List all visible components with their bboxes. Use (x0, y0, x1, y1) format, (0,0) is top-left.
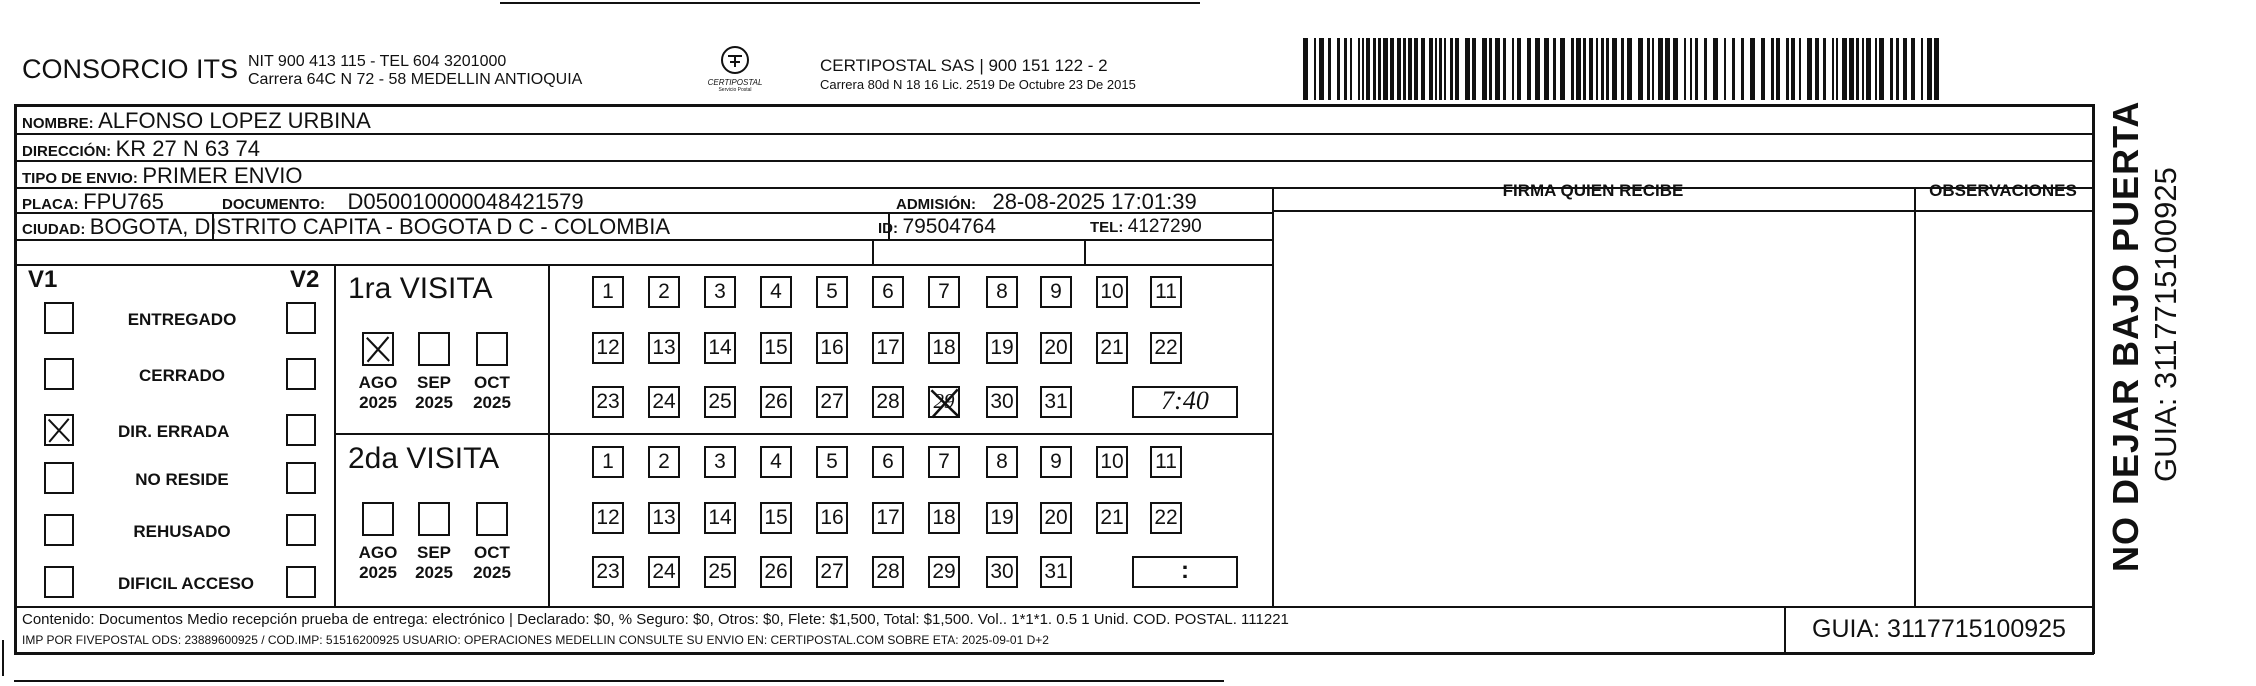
tipo-envio-label: TIPO DE ENVIO: (22, 170, 138, 187)
month-checkbox[interactable] (476, 332, 508, 366)
logo-label: CERTIPOSTAL (707, 78, 763, 87)
day-box[interactable]: 26 (760, 556, 792, 588)
observaciones-header: OBSERVACIONES (1929, 181, 2077, 200)
visit-title: 1ra VISITA (348, 272, 493, 305)
admision-label: ADMISIÓN: (896, 196, 976, 213)
day-box[interactable]: 18 (928, 502, 960, 534)
id-field (878, 216, 996, 238)
bottom-page-line (14, 680, 1224, 682)
day-box[interactable]: 2 (648, 446, 680, 478)
v1-checkbox[interactable] (44, 566, 74, 598)
day-box[interactable]: 1 (592, 276, 624, 308)
day-box[interactable]: 23 (592, 386, 624, 418)
day-box[interactable]: 6 (872, 446, 904, 478)
day-box[interactable]: 31 (1040, 556, 1072, 588)
day-box[interactable]: 12 (592, 332, 624, 364)
day-box[interactable]: 18 (928, 332, 960, 364)
v1-checkbox[interactable] (44, 302, 74, 334)
company-address: Carrera 64C N 72 - 58 MEDELLIN ANTIOQUIA (248, 71, 583, 88)
v1-label: V1 (28, 266, 58, 293)
month-label: SEP (416, 543, 452, 562)
day-box[interactable]: 5 (816, 276, 848, 308)
time-box[interactable]: : (1132, 556, 1238, 588)
imp-text: IMP POR FIVEPOSTAL ODS: 23889600925 / COD.IMP: 51516200925 USUARIO: OPERACIONES MEDELLIN CONSULTE SU ENVIO EN: CERTIPOSTAL.COM SOBRE ETA: 2025-09-01 D+2 (22, 633, 1049, 647)
v2-checkbox[interactable] (286, 514, 316, 546)
status-label: NO RESIDE (135, 470, 229, 489)
day-box[interactable]: 19 (986, 502, 1018, 534)
direccion-label: DIRECCIÓN: (22, 143, 112, 160)
day-box[interactable]: 17 (872, 332, 904, 364)
day-box[interactable]: 20 (1040, 332, 1072, 364)
top-page-line (500, 2, 1200, 4)
day-box[interactable]: 2 (648, 276, 680, 308)
day-box[interactable]: 15 (760, 332, 792, 364)
day-box[interactable]: 28 (872, 556, 904, 588)
day-box[interactable]: 9 (1040, 276, 1072, 308)
v1-checkbox[interactable] (44, 514, 74, 546)
id-value: 79504764 (902, 215, 996, 238)
day-box[interactable]: 22 (1150, 502, 1182, 534)
day-box[interactable]: 7 (928, 276, 960, 308)
day-box[interactable]: 14 (704, 502, 736, 534)
day-box[interactable]: 6 (872, 276, 904, 308)
guia-box: GUIA: 3117715100925 (1812, 615, 2066, 643)
day-box[interactable]: 27 (816, 556, 848, 588)
month-year: 2025 (359, 563, 397, 582)
day-box[interactable]: 27 (816, 386, 848, 418)
day-box[interactable]: 10 (1096, 446, 1128, 478)
tipo-envio-value: PRIMER ENVIO (142, 163, 303, 188)
day-box[interactable]: 22 (1150, 332, 1182, 364)
placa-field (22, 191, 164, 214)
visit-title: 2da VISITA (348, 442, 500, 475)
nombre-field (22, 110, 371, 133)
month-year: 2025 (473, 393, 511, 412)
day-box[interactable]: 1 (592, 446, 624, 478)
day-box[interactable]: 29 (928, 386, 960, 418)
day-box[interactable]: 13 (648, 332, 680, 364)
day-box[interactable]: 23 (592, 556, 624, 588)
v2-checkbox[interactable] (286, 302, 316, 334)
day-box[interactable]: 4 (760, 446, 792, 478)
day-box[interactable]: 31 (1040, 386, 1072, 418)
company-nit: NIT 900 413 115 - TEL 604 3201000 (248, 53, 507, 70)
time-box[interactable]: 7:40 (1132, 386, 1238, 418)
day-box[interactable]: 13 (648, 502, 680, 534)
id-label: ID: (878, 220, 898, 237)
day-box[interactable]: 14 (704, 332, 736, 364)
certipostal-logo (704, 40, 766, 96)
month-checkbox[interactable] (362, 502, 394, 536)
month-checkbox[interactable] (418, 332, 450, 366)
nombre-value: ALFONSO LOPEZ URBINA (98, 108, 371, 133)
x-check-icon (364, 334, 392, 364)
day-box[interactable]: 24 (648, 386, 680, 418)
v1-checkbox[interactable] (44, 358, 74, 390)
status-label: DIR. ERRADA (118, 422, 230, 441)
company-name: CONSORCIO ITS (22, 54, 239, 84)
month-label: SEP (416, 373, 452, 392)
day-box[interactable]: 4 (760, 276, 792, 308)
documento-field (222, 191, 584, 214)
ciudad-label: CIUDAD: (22, 221, 86, 238)
month-checkbox[interactable] (362, 332, 394, 366)
day-box[interactable]: 20 (1040, 502, 1072, 534)
day-box[interactable]: 11 (1150, 276, 1182, 308)
day-box[interactable]: 25 (704, 386, 736, 418)
tipo-envio-field (22, 165, 302, 188)
status-label: DIFICIL ACCESO (118, 574, 255, 593)
v2-checkbox[interactable] (286, 462, 316, 494)
day-box[interactable]: 21 (1096, 332, 1128, 364)
day-box[interactable]: 28 (872, 386, 904, 418)
admision-value: 28-08-2025 17:01:39 (992, 189, 1197, 214)
certipostal-address: Carrera 80d N 18 16 Lic. 2519 De Octubre 23 De 2015 (820, 77, 1136, 92)
ciudad-field (22, 216, 670, 239)
month-label: OCT (474, 373, 510, 392)
month-year: 2025 (359, 393, 397, 412)
month-checkbox[interactable] (476, 502, 508, 536)
day-box[interactable]: 26 (760, 386, 792, 418)
day-box[interactable]: 5 (816, 446, 848, 478)
month-year: 2025 (415, 563, 453, 582)
certipostal-name: CERTIPOSTAL SAS | 900 151 122 - 2 (820, 56, 1108, 75)
month-year: 2025 (415, 393, 453, 412)
status-label: REHUSADO (133, 522, 231, 541)
left-page-line (2, 640, 4, 676)
ciudad-value: BOGOTA, DISTRITO CAPITA - BOGOTA D C - COLOMBIA (89, 214, 670, 239)
day-box[interactable]: 12 (592, 502, 624, 534)
month-year: 2025 (473, 563, 511, 582)
documento-label: DOCUMENTO: (222, 196, 326, 213)
contenido-text: Contenido: Documentos Medio recepción prueba de entrega: electrónico | Declarado: $0, % Seguro: $0, Otros: $0, Flete: $1,500, Total: $1,500. Vol.. 1*1*1. 0.5 1 Unid. COD. POSTAL. 111221 (22, 611, 1289, 628)
v1-checkbox[interactable] (44, 462, 74, 494)
day-box[interactable]: 7 (928, 446, 960, 478)
documento-value: D050010000048421579 (347, 189, 584, 214)
day-box[interactable]: 24 (648, 556, 680, 588)
tel-value: 4127290 (1127, 216, 1202, 237)
direccion-field (22, 138, 260, 161)
placa-label: PLACA: (22, 196, 79, 213)
day-box[interactable]: 10 (1096, 276, 1128, 308)
day-box[interactable]: 3 (704, 276, 736, 308)
day-box[interactable]: 21 (1096, 502, 1128, 534)
day-box[interactable]: 8 (986, 276, 1018, 308)
day-box[interactable]: 30 (986, 386, 1018, 418)
side-guia: GUIA: 3117715100925 (2148, 167, 2183, 482)
day-box[interactable]: 29 (928, 556, 960, 588)
month-label: AGO (358, 373, 398, 392)
barcode-icon (1303, 38, 1943, 100)
nombre-label: NOMBRE: (22, 115, 94, 132)
day-box[interactable]: 8 (986, 446, 1018, 478)
side-warning: NO DEJAR BAJO PUERTA (2105, 100, 2146, 572)
day-box[interactable]: 17 (872, 502, 904, 534)
day-box[interactable]: 16 (816, 332, 848, 364)
month-label: OCT (474, 543, 510, 562)
month-label: AGO (358, 543, 398, 562)
day-box[interactable]: 11 (1150, 446, 1182, 478)
day-box[interactable]: 15 (760, 502, 792, 534)
day-box[interactable]: 9 (1040, 446, 1072, 478)
admision-field (896, 191, 1197, 214)
status-label: ENTREGADO (127, 310, 237, 329)
day-box[interactable]: 25 (704, 556, 736, 588)
tel-label: TEL: (1090, 219, 1124, 236)
v2-checkbox[interactable] (286, 358, 316, 390)
placa-value: FPU765 (83, 189, 164, 214)
direccion-value: KR 27 N 63 74 (115, 136, 260, 161)
x-check-icon (46, 416, 72, 444)
day-box[interactable]: 3 (704, 446, 736, 478)
logo-sublabel: Servicio Postal (718, 87, 752, 93)
barcode (1303, 38, 1943, 100)
firma-header: FIRMA QUIEN RECIBE (1502, 181, 1684, 200)
v1-checkbox[interactable] (44, 414, 74, 446)
x-check-icon (928, 386, 962, 420)
month-checkbox[interactable] (418, 502, 450, 536)
day-box[interactable]: 19 (986, 332, 1018, 364)
day-box[interactable]: 16 (816, 502, 848, 534)
status-label: CERRADO (139, 366, 225, 385)
v2-label: V2 (290, 266, 320, 293)
tel-field (1090, 217, 1202, 237)
day-box[interactable]: 30 (986, 556, 1018, 588)
